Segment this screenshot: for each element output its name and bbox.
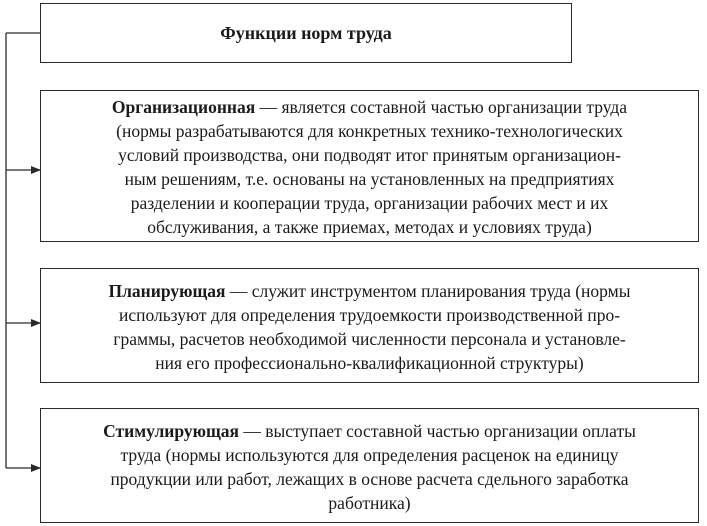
function-line: граммы, расчетов необходимой численности персонала и установле- <box>113 329 626 349</box>
function-line: условий производства, они подводят итог принятым организацион- <box>118 145 621 165</box>
function-text: — выступает составной частью организации оплаты <box>238 421 636 441</box>
function-line: (нормы разрабатываются для конкретных технико-технологических <box>116 121 623 141</box>
function-line: ния его профессионально-квалификационной структуры) <box>155 353 584 373</box>
function-line <box>47 419 692 443</box>
diagram-title: Функции норм труда <box>220 23 392 43</box>
function-line: работника) <box>328 493 411 513</box>
function-term: Организационная <box>111 97 256 117</box>
function-line: используют для определения трудоемкости производственной про- <box>118 305 621 325</box>
function-term: Стимулирующая <box>103 421 239 441</box>
function-line: ным решениям, т.е. основаны на установленных на предприятиях <box>124 169 615 189</box>
function-box-planning <box>40 268 699 383</box>
function-line: продукции или работ, лежащих в основе расчета сдельного заработка <box>110 469 629 489</box>
function-box-stimulating <box>40 408 699 523</box>
function-line: труда (нормы используются для определения расценок на единицу <box>120 445 619 465</box>
function-text: — является составной частью организации труда <box>255 97 628 117</box>
function-text: — служит инструментом планирования труда (нормы <box>225 281 631 301</box>
diagram-title-box <box>40 3 572 63</box>
function-line: разделении и кооперации труда, организации рабочих мест и их <box>130 193 609 213</box>
function-line <box>47 95 692 119</box>
function-box-organizational <box>40 90 699 242</box>
function-line <box>47 279 692 303</box>
function-term: Планирующая <box>108 281 226 301</box>
function-line: обслуживания, а также приемах, методах и условиях труда) <box>147 217 592 237</box>
